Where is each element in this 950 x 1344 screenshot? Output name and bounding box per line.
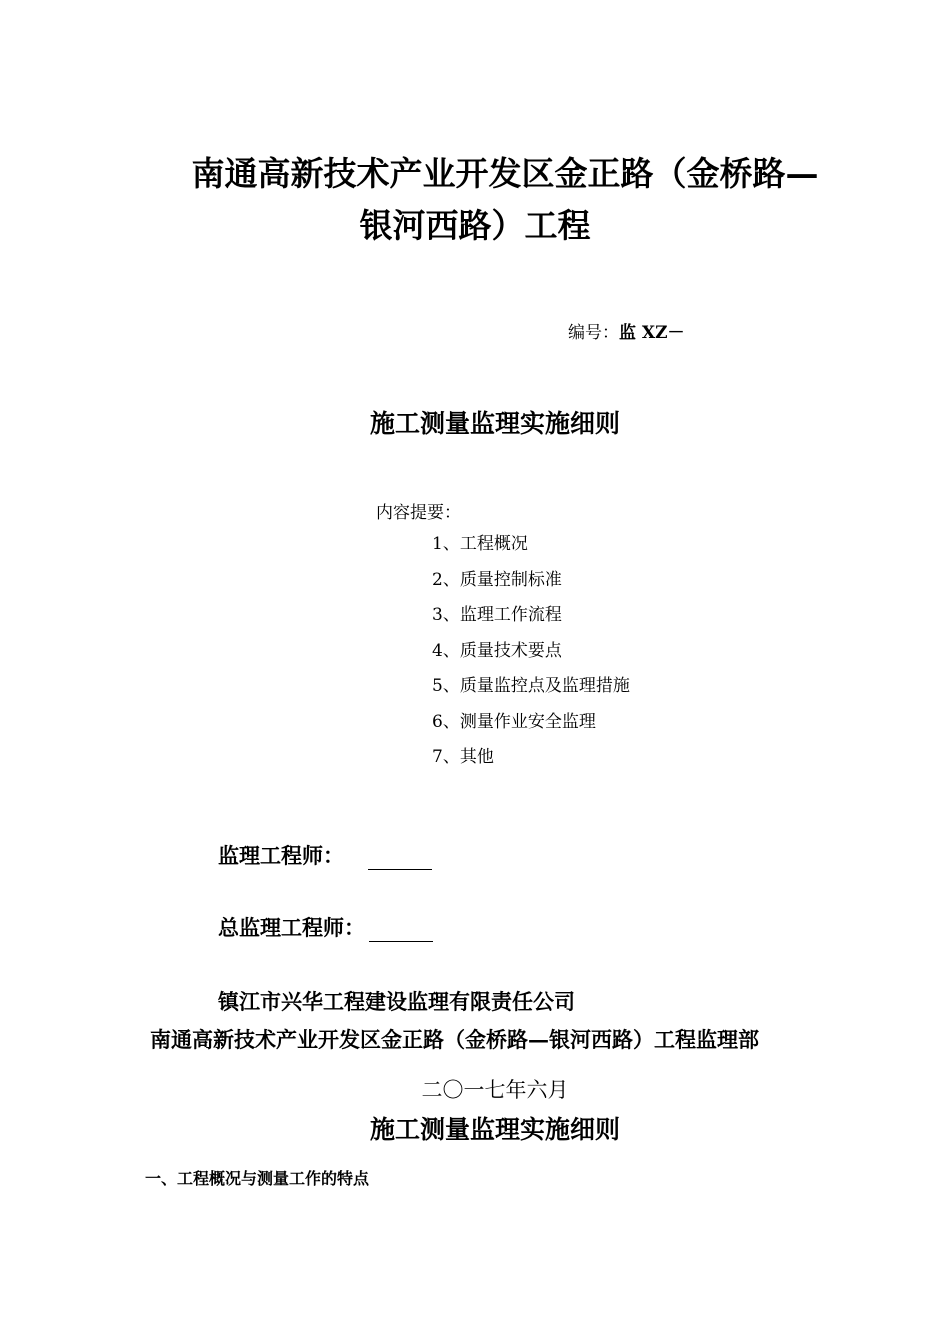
chief-engineer-signature-blank xyxy=(369,921,433,942)
chief-engineer-signature-line xyxy=(218,912,433,942)
document-subtitle-repeat: 施工测量监理实施细则 xyxy=(369,1115,620,1144)
company-name: 镇江市兴华工程建设监理有限责任公司 xyxy=(218,989,575,1014)
contents-item: 5、质量监控点及监理措施 xyxy=(432,676,630,696)
engineer-signature-line xyxy=(218,840,432,870)
engineer-signature-blank xyxy=(368,849,432,870)
section-heading: 一、工程概况与测量工作的特点 xyxy=(145,1169,370,1188)
document-number-label: 编号： xyxy=(568,323,619,343)
department-name: 南通高新技术产业开发区金正路（金桥路—银河西路）工程监理部 xyxy=(150,1027,759,1052)
contents-label: 内容提要： xyxy=(376,503,461,523)
chief-engineer-label: 总监理工程师： xyxy=(218,915,365,940)
document-subtitle: 施工测量监理实施细则 xyxy=(369,409,620,438)
contents-item: 2、质量控制标准 xyxy=(432,569,562,590)
document-number-value: 监 XZ－ xyxy=(619,323,685,343)
engineer-label: 监理工程师： xyxy=(218,843,344,868)
project-title-line-1: 南通高新技术产业开发区金正路（金桥路— xyxy=(191,154,819,193)
project-title-line-2: 银河西路）工程 xyxy=(359,206,591,245)
document-number xyxy=(568,318,685,343)
contents-item: 6、测量作业安全监理 xyxy=(432,711,596,732)
document-date: 二〇一七年六月 xyxy=(421,1078,569,1102)
contents-item: 7、其他 xyxy=(432,747,494,767)
contents-item: 4、质量技术要点 xyxy=(432,640,562,661)
contents-list xyxy=(432,530,630,779)
contents-item: 3、监理工作流程 xyxy=(432,605,562,625)
contents-item: 1、工程概况 xyxy=(432,534,528,554)
